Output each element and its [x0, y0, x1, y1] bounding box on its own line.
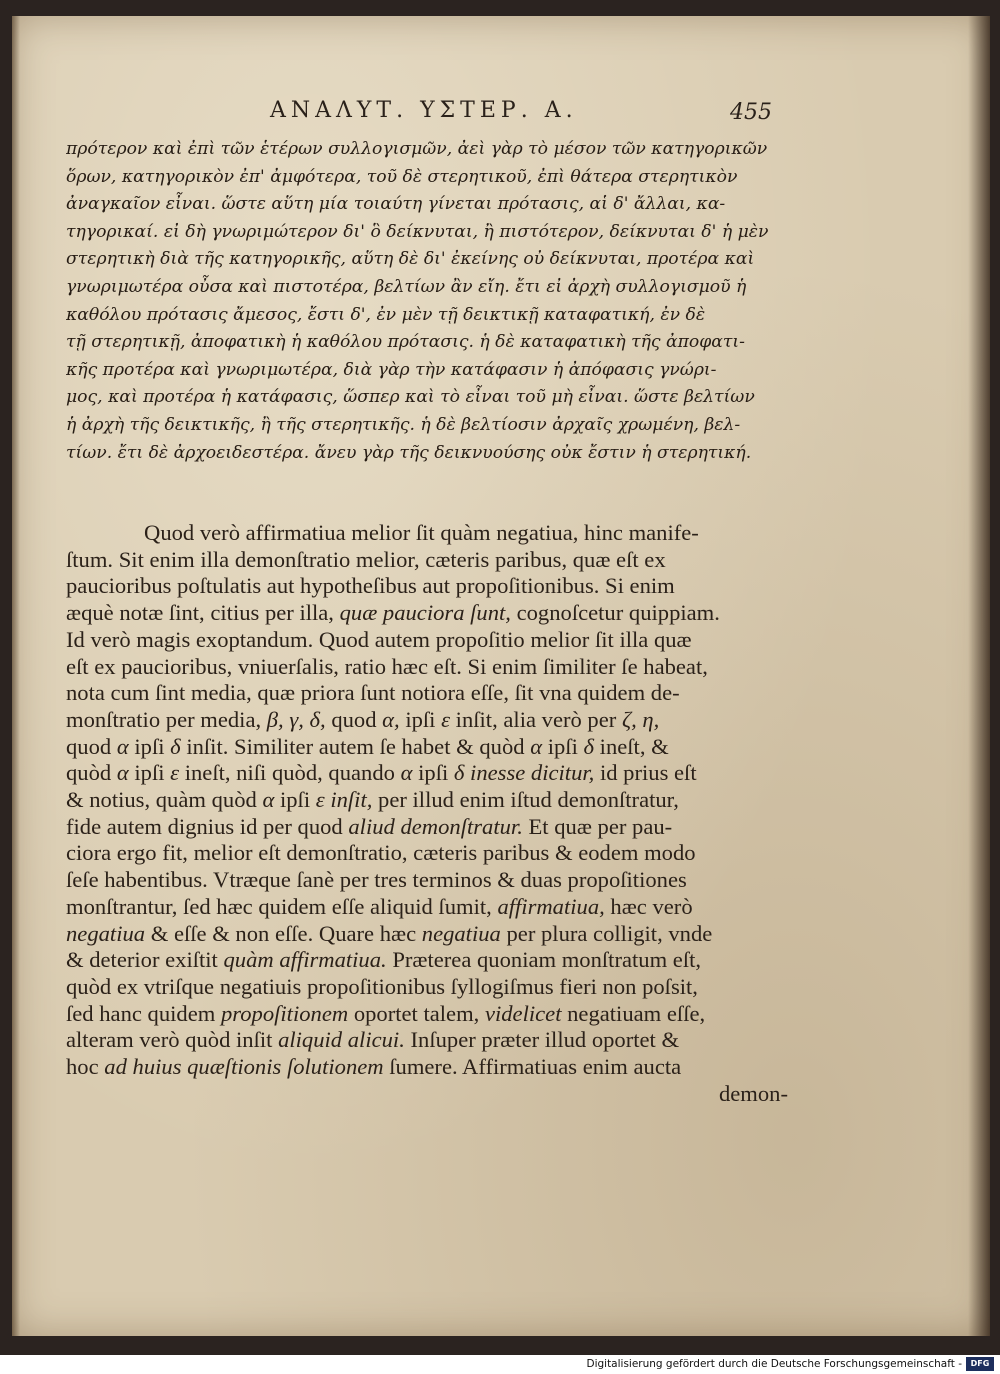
- text-run: ineſt, niſi quòd, quando: [179, 760, 401, 786]
- text-run: Præterea quoniam monſtratum eſt,: [386, 947, 702, 973]
- text-run: monſtrantur, ſed hæc quidem eſſe aliquid ſumit,: [66, 893, 498, 919]
- text-run: ipſi: [274, 787, 316, 813]
- text-run: paucioribus poſtulatis aut hypotheſibus aut propoſitionibus. Si enim: [66, 573, 675, 599]
- latin-line: [66, 600, 792, 627]
- greek-text-block: [66, 136, 796, 467]
- latin-line: [66, 1027, 792, 1054]
- greek-line: μος, καὶ προτέρα ἡ κατάφασις, ὥσπερ καὶ τὸ εἶναι τοῦ μὴ εἶναι. ὥστε βελτίων: [66, 387, 755, 408]
- text-run: ſumere. Affirmatiuas enim aucta: [383, 1054, 682, 1080]
- italic-phrase: α: [400, 760, 413, 786]
- italic-phrase: negatiua: [66, 920, 146, 946]
- text-run: hoc: [66, 1054, 105, 1080]
- text-run: quòd: [66, 760, 117, 786]
- text-run: ſtum. Sit enim illa demonſtratio melior, cæteris paribus, quæ eſt ex: [66, 546, 666, 572]
- text-run: oportet talem,: [348, 1000, 485, 1026]
- text-run: ipſi: [399, 706, 442, 732]
- italic-phrase: ε inſit,: [315, 787, 373, 813]
- italic-phrase: α,: [382, 706, 400, 732]
- italic-phrase: quæ pauciora ſunt,: [339, 600, 511, 626]
- text-run: ſed hanc quidem: [66, 1000, 221, 1026]
- latin-line: [66, 787, 792, 814]
- latin-line: [66, 680, 792, 707]
- latin-line: [66, 1001, 792, 1028]
- text-run: nota cum ſint media, quæ priora ſunt notiora eſſe, ſit vna quidem de-: [66, 680, 680, 706]
- text-run: inſit, alia verò per: [450, 706, 622, 732]
- text-run: id prius eſt: [594, 760, 697, 786]
- italic-phrase: δ inesse dicitur,: [453, 760, 595, 786]
- italic-phrase: ad huius quæſtionis ſolutionem: [104, 1054, 384, 1080]
- latin-line: [66, 840, 792, 867]
- text-run: ſeſe habentibus. Vtræque ſanè per tres terminos & duas propoſitiones: [66, 867, 687, 893]
- latin-line: [66, 547, 792, 574]
- italic-phrase: ε: [170, 760, 180, 786]
- greek-line: ἀναγκαῖον εἶναι. ὥστε αὕτη μία τοιαύτη γίνεται πρότασις, αἱ δ' ἄλλαι, κα-: [66, 194, 726, 215]
- text-run: cognoſcetur quippiam.: [510, 600, 720, 626]
- running-head: ΑΝΑΛΥΤ. ΥΣΤΕΡ. Α.: [270, 98, 578, 123]
- italic-phrase: δ: [170, 733, 181, 759]
- latin-line: [66, 627, 792, 654]
- latin-line: [66, 654, 792, 681]
- catchword: demon-: [718, 1080, 788, 1106]
- latin-line: [66, 974, 792, 1001]
- italic-phrase: aliquid alicui.: [278, 1027, 405, 1053]
- italic-phrase: α: [262, 787, 275, 813]
- text-run: Quod verò affirmatiua melior ſit quàm negatiua, hinc manife-: [144, 520, 699, 545]
- text-run: ipſi: [412, 760, 454, 786]
- italic-phrase: aliud demonſtratur.: [348, 813, 523, 839]
- latin-line: [66, 734, 792, 761]
- italic-phrase: δ: [583, 733, 595, 759]
- text-run: fide autem dignius id per quod: [66, 813, 349, 839]
- italic-phrase: ζ, η,: [621, 706, 660, 732]
- italic-phrase: ε: [441, 706, 451, 732]
- text-run: quod: [66, 733, 117, 759]
- text-run: ipſi: [128, 760, 171, 786]
- greek-line: πρότερον καὶ ἐπὶ τῶν ἑτέρων συλλογισμῶν, ἀεὶ γὰρ τὸ μέσον τῶν κατηγορικῶν: [66, 139, 768, 159]
- greek-line: κῆς προτέρα καὶ γνωριμωτέρα, διὰ γὰρ τὴν κατάφασιν ἡ ἀπόφασις γνώρι-: [66, 359, 717, 380]
- text-run: inſit. Similiter autem ſe habet & quòd: [180, 733, 531, 759]
- latin-line: [66, 947, 792, 974]
- text-run: ineſt, &: [594, 733, 669, 759]
- latin-line: [66, 814, 792, 841]
- italic-phrase: α: [116, 760, 129, 786]
- page-gutter-shadow: [12, 16, 20, 1336]
- italic-phrase: α: [116, 733, 129, 759]
- text-run: ciora ergo fit, melior eſt demonſtratio, cæteris paribus & eodem modo: [66, 840, 696, 866]
- text-run: æquè notæ ſint, citius per illa,: [66, 600, 340, 626]
- greek-line: ἡ ἀρχὴ τῆς δεικτικῆς, ἢ τῆς στερητικῆς. ἡ δὲ βελτίοσιν ἀρχαῖς χρωμένη, βελ-: [66, 414, 741, 435]
- text-run: monſtratio per media,: [66, 706, 267, 732]
- page-number: 455: [730, 100, 772, 125]
- latin-line: [66, 760, 792, 787]
- latin-line: [66, 921, 792, 948]
- text-run: quod: [325, 706, 383, 732]
- text-run: ipſi: [128, 733, 171, 759]
- text-run: & notius, quàm quòd: [66, 787, 263, 813]
- text-run: ipſi: [542, 733, 584, 759]
- latin-line: [66, 573, 792, 600]
- greek-line: τηγορικαί. εἰ δὴ γνωριμώτερον δι' ὃ δείκνυται, ἢ πιστότερον, δείκνυται δ' ἡ μὲν: [66, 221, 769, 242]
- greek-line: στερητικὴ διὰ τῆς κατηγορικῆς, αὕτη δὲ δι' ἐκείνης οὐ δείκνυται, προτέρα καὶ: [66, 249, 755, 270]
- greek-line: γνωριμωτέρα οὖσα καὶ πιστοτέρα, βελτίων ἂν εἴη. ἔτι εἰ ἀρχὴ συλλογισμοῦ ἡ: [66, 276, 747, 297]
- latin-line: [66, 1054, 792, 1081]
- italic-phrase: propoſitionem: [220, 1000, 349, 1026]
- text-run: & deterior exiſtit: [66, 947, 224, 973]
- latin-line: [66, 894, 792, 921]
- greek-line: ὅρων, κατηγορικὸν ἐπ' ἀμφότερα, τοῦ δὲ στερητικοῦ, ἐπὶ θάτερα στερητικὸν: [66, 166, 738, 187]
- italic-phrase: affirmatiua,: [497, 893, 605, 919]
- greek-line: καθόλου πρότασις ἄμεσος, ἔστι δ', ἐν μὲν τῇ δεικτικῇ καταφατική, ἐν δὲ: [66, 304, 706, 325]
- text-run: eſt ex paucioribus, vniuerſalis, ratio hæc eſt. Si enim ſimiliter ſe habeat,: [66, 653, 708, 679]
- latin-line: [66, 707, 792, 734]
- dfg-logo-icon: DFG: [966, 1357, 994, 1371]
- latin-line: [66, 520, 792, 547]
- text-run: Inſuper præter illud oportet &: [404, 1027, 680, 1053]
- text-run: per plura colligit, vnde: [500, 920, 713, 946]
- italic-phrase: quàm affirmatiua.: [223, 947, 387, 973]
- text-run: Et quæ per pau-: [522, 813, 673, 839]
- text-run: alteram verò quòd inſit: [66, 1027, 279, 1053]
- italic-phrase: negatiua: [421, 920, 501, 946]
- text-run: Id verò magis exoptandum. Quod autem propoſitio melior ſit illa quæ: [66, 626, 692, 652]
- digitization-credit: Digitalisierung gefördert durch die Deutsche Forschungsgemeinschaft -: [586, 1358, 962, 1370]
- text-run: hæc verò: [604, 893, 693, 919]
- text-run: quòd ex vtriſque negatiuis propoſitionibus ſyllogiſmus fieri non poſsit,: [66, 973, 698, 999]
- text-run: negatiuam eſſe,: [561, 1000, 706, 1026]
- text-run: per illud enim iſtud demonſtratur,: [372, 787, 679, 813]
- italic-phrase: videlicet: [484, 1000, 562, 1026]
- italic-phrase: α: [530, 733, 543, 759]
- greek-line: τίων. ἔτι δὲ ἀρχοειδεστέρα. ἄνευ γὰρ τῆς δεικνυούσης οὐκ ἔστιν ἡ στερητική.: [66, 442, 752, 463]
- text-run: & eſſe & non eſſe. Quare hæc: [145, 920, 422, 946]
- latin-translation-block: [66, 520, 792, 1107]
- italic-phrase: β, γ, δ,: [266, 706, 326, 732]
- page-edge-shadow: [968, 16, 990, 1336]
- greek-line: τῇ στερητικῇ, ἀποφατικὴ ἡ καθόλου πρότασις. ἡ δὲ καταφατικὴ τῆς ἀποφατι-: [66, 332, 745, 353]
- latin-line: [66, 867, 792, 894]
